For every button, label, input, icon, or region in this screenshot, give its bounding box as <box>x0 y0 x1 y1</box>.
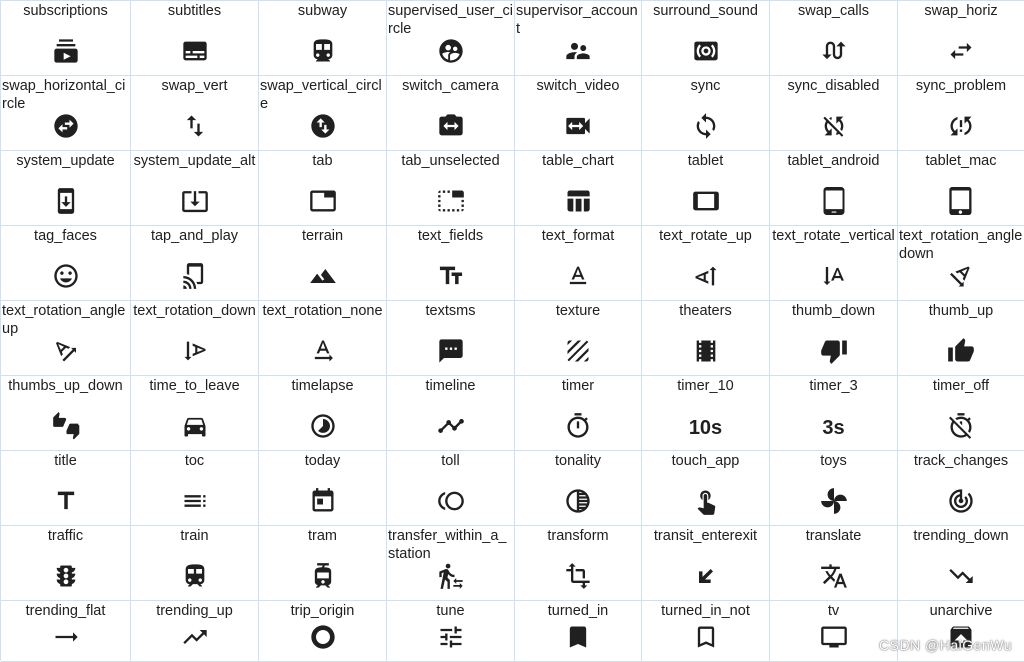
icon-cell-trip-origin[interactable] <box>259 601 387 662</box>
icon-label: trending_flat <box>1 601 130 620</box>
transfer-within-a-station-icon <box>437 562 465 590</box>
icon-cell-switch-camera[interactable] <box>387 76 515 151</box>
icon-cell-time-to-leave[interactable] <box>131 376 259 451</box>
thumb-down-icon <box>820 337 848 365</box>
icon-cell-table-chart[interactable] <box>515 151 642 226</box>
icon-cell-tag-faces[interactable] <box>1 226 131 301</box>
icon-cell-traffic[interactable] <box>1 526 131 601</box>
timer-off-icon <box>947 412 975 440</box>
icon-cell-timer-3[interactable] <box>770 376 898 451</box>
swap-horizontal-circle-icon <box>52 112 80 140</box>
track-changes-icon <box>947 487 975 515</box>
icon-label: supervisor_account <box>515 1 641 38</box>
icon-cell-transfer-within-a-station[interactable] <box>387 526 515 601</box>
icon-cell-tap-and-play[interactable] <box>131 226 259 301</box>
tab-icon <box>309 187 337 215</box>
theaters-icon <box>692 337 720 365</box>
icon-label: tune <box>387 601 514 620</box>
icon-cell-text-rotation-angledown[interactable] <box>898 226 1024 301</box>
tablet-android-icon <box>820 187 848 215</box>
icon-label: surround_sound <box>642 1 769 20</box>
icon-cell-transit-enterexit[interactable] <box>642 526 770 601</box>
turned-in-not-icon <box>692 623 720 651</box>
switch-camera-icon <box>437 112 465 140</box>
icon-label: tablet_mac <box>898 151 1024 170</box>
icon-cell-title[interactable] <box>1 451 131 526</box>
swap-horiz-icon <box>947 37 975 65</box>
text-rotation-angledown-icon <box>947 262 975 290</box>
icon-label: turned_in <box>515 601 641 620</box>
icon-label: switch_camera <box>387 76 514 95</box>
icon-cell-today[interactable] <box>259 451 387 526</box>
transform-icon <box>564 562 592 590</box>
icon-label: track_changes <box>898 451 1024 470</box>
icon-label: terrain <box>259 226 386 245</box>
subscriptions-icon <box>52 37 80 65</box>
text-rotate-vertical-icon <box>820 262 848 290</box>
icon-label: tram <box>259 526 386 545</box>
icon-cell-textsms[interactable] <box>387 301 515 376</box>
icon-label: touch_app <box>642 451 769 470</box>
train-icon <box>181 562 209 590</box>
icon-label: timer_10 <box>642 376 769 395</box>
icon-cell-sync[interactable] <box>642 76 770 151</box>
icon-label: text_format <box>515 226 641 245</box>
icon-cell-theaters[interactable] <box>642 301 770 376</box>
icon-cell-text-fields[interactable] <box>387 226 515 301</box>
icon-cell-trending-up[interactable] <box>131 601 259 662</box>
icon-label: timelapse <box>259 376 386 395</box>
turned-in-icon <box>564 623 592 651</box>
icon-cell-tonality[interactable] <box>515 451 642 526</box>
icon-cell-track-changes[interactable] <box>898 451 1024 526</box>
transit-enterexit-icon <box>692 562 720 590</box>
icon-label: subway <box>259 1 386 20</box>
tonality-icon <box>564 487 592 515</box>
icon-label: tap_and_play <box>131 226 258 245</box>
icon-label: translate <box>770 526 897 545</box>
icon-label: toll <box>387 451 514 470</box>
icon-label: time_to_leave <box>131 376 258 395</box>
icon-label: traffic <box>1 526 130 545</box>
icon-cell-swap-horizontal-circle[interactable] <box>1 76 131 151</box>
trip-origin-icon <box>309 623 337 651</box>
icon-cell-tram[interactable] <box>259 526 387 601</box>
icon-cell-toll[interactable] <box>387 451 515 526</box>
text-rotation-down-icon <box>181 337 209 365</box>
icon-cell-touch-app[interactable] <box>642 451 770 526</box>
icon-label: sync_disabled <box>770 76 897 95</box>
toys-icon <box>820 487 848 515</box>
icon-cell-sync-problem[interactable] <box>898 76 1024 151</box>
icon-label: tab <box>259 151 386 170</box>
trending-down-icon <box>947 562 975 590</box>
tab-unselected-icon <box>437 187 465 215</box>
icon-cell-text-format[interactable] <box>515 226 642 301</box>
icon-label: timer_off <box>898 376 1024 395</box>
icon-label: train <box>131 526 258 545</box>
text-fields-icon <box>437 262 465 290</box>
icon-label: swap_horizontal_circle <box>1 76 130 113</box>
icon-label: today <box>259 451 386 470</box>
toc-icon <box>181 487 209 515</box>
icon-label: sync <box>642 76 769 95</box>
icon-label: subtitles <box>131 1 258 20</box>
icon-cell-thumbs-up-down[interactable] <box>1 376 131 451</box>
icon-cell-timer-off[interactable] <box>898 376 1024 451</box>
tap-and-play-icon <box>181 262 209 290</box>
icon-cell-switch-video[interactable] <box>515 76 642 151</box>
icon-label: swap_calls <box>770 1 897 20</box>
icon-label: timer <box>515 376 641 395</box>
icon-label: transit_enterexit <box>642 526 769 545</box>
icon-cell-tablet-mac[interactable] <box>898 151 1024 226</box>
supervisor-account-icon <box>564 37 592 65</box>
tune-icon <box>437 623 465 651</box>
icon-label: text_rotation_angleup <box>1 301 130 338</box>
icon-cell-trending-flat[interactable] <box>1 601 131 662</box>
icon-cell-thumb-down[interactable] <box>770 301 898 376</box>
swap-vertical-circle-icon <box>309 112 337 140</box>
icon-label: title <box>1 451 130 470</box>
timer-10-icon: 10s <box>689 417 722 440</box>
text-format-icon <box>564 262 592 290</box>
icon-cell-timelapse[interactable] <box>259 376 387 451</box>
icon-label: swap_vert <box>131 76 258 95</box>
surround-sound-icon <box>692 37 720 65</box>
system-update-alt-icon <box>181 187 209 215</box>
icon-cell-turned-in-not[interactable] <box>642 601 770 662</box>
icon-cell-trending-down[interactable] <box>898 526 1024 601</box>
icon-label: trip_origin <box>259 601 386 620</box>
icon-label: textsms <box>387 301 514 320</box>
icon-label: tonality <box>515 451 641 470</box>
translate-icon <box>820 562 848 590</box>
tv-icon <box>820 623 848 651</box>
text-rotation-none-icon <box>309 337 337 365</box>
tram-icon <box>309 562 337 590</box>
icon-label: swap_horiz <box>898 1 1024 20</box>
icon-label: unarchive <box>898 601 1024 620</box>
icon-label: timeline <box>387 376 514 395</box>
title-icon <box>52 487 80 515</box>
icon-cell-subway[interactable] <box>259 1 387 76</box>
sync-icon <box>692 112 720 140</box>
sync-disabled-icon <box>820 112 848 140</box>
icon-cell-translate[interactable] <box>770 526 898 601</box>
icon-label: trending_down <box>898 526 1024 545</box>
icon-cell-timer[interactable] <box>515 376 642 451</box>
icon-label: table_chart <box>515 151 641 170</box>
watermark: CSDN @HaiGenWu <box>879 637 1012 653</box>
icon-cell-swap-vert[interactable] <box>131 76 259 151</box>
icon-label: thumb_up <box>898 301 1024 320</box>
icon-cell-text-rotation-down[interactable] <box>131 301 259 376</box>
icon-cell-timeline[interactable] <box>387 376 515 451</box>
icon-cell-system-update[interactable] <box>1 151 131 226</box>
subway-icon <box>309 37 337 65</box>
icon-label: thumb_down <box>770 301 897 320</box>
icon-cell-texture[interactable] <box>515 301 642 376</box>
swap-vert-icon <box>181 112 209 140</box>
icon-label: text_rotate_up <box>642 226 769 245</box>
timelapse-icon <box>309 412 337 440</box>
icon-cell-text-rotation-angleup[interactable] <box>1 301 131 376</box>
table-chart-icon <box>564 187 592 215</box>
icon-cell-text-rotation-none[interactable] <box>259 301 387 376</box>
icon-label: text_rotation_none <box>259 301 386 320</box>
icon-cell-swap-calls[interactable] <box>770 1 898 76</box>
thumb-up-icon <box>947 337 975 365</box>
icon-label: tablet_android <box>770 151 897 170</box>
icon-cell-turned-in[interactable] <box>515 601 642 662</box>
supervised-user-circle-icon <box>437 37 465 65</box>
trending-flat-icon <box>52 623 80 651</box>
timer-icon <box>564 412 592 440</box>
icon-label: sync_problem <box>898 76 1024 95</box>
icon-cell-tablet[interactable] <box>642 151 770 226</box>
icon-cell-tablet-android[interactable] <box>770 151 898 226</box>
icon-cell-toys[interactable] <box>770 451 898 526</box>
thumbs-up-down-icon <box>52 412 80 440</box>
icon-cell-terrain[interactable] <box>259 226 387 301</box>
icon-label: timer_3 <box>770 376 897 395</box>
switch-video-icon <box>564 112 592 140</box>
timeline-icon <box>437 412 465 440</box>
icon-cell-subscriptions[interactable] <box>1 1 131 76</box>
swap-calls-icon <box>820 37 848 65</box>
icon-label: theaters <box>642 301 769 320</box>
icon-cell-transform[interactable] <box>515 526 642 601</box>
icon-label: tv <box>770 601 897 620</box>
time-to-leave-icon <box>181 412 209 440</box>
icon-cell-sync-disabled[interactable] <box>770 76 898 151</box>
icon-cell-supervisor-account[interactable] <box>515 1 642 76</box>
icon-cell-thumb-up[interactable] <box>898 301 1024 376</box>
subtitles-icon <box>181 37 209 65</box>
tablet-icon <box>692 187 720 215</box>
touch-app-icon <box>692 487 720 515</box>
icon-cell-timer-10[interactable] <box>642 376 770 451</box>
textsms-icon <box>437 337 465 365</box>
icon-cell-surround-sound[interactable] <box>642 1 770 76</box>
icon-cell-supervised-user-circle[interactable] <box>387 1 515 76</box>
icon-label: subscriptions <box>1 1 130 20</box>
icon-cell-text-rotate-up[interactable] <box>642 226 770 301</box>
icon-label: tablet <box>642 151 769 170</box>
icon-cell-toc[interactable] <box>131 451 259 526</box>
icon-label: system_update_alt <box>131 151 258 170</box>
icon-cell-subtitles[interactable] <box>131 1 259 76</box>
icon-label: text_rotation_down <box>131 301 258 320</box>
trending-up-icon <box>181 623 209 651</box>
today-icon <box>309 487 337 515</box>
icon-label: swap_vertical_circle <box>259 76 386 113</box>
text-rotate-up-icon <box>692 262 720 290</box>
icon-label: text_fields <box>387 226 514 245</box>
system-update-icon <box>52 187 80 215</box>
icon-cell-system-update-alt[interactable] <box>131 151 259 226</box>
icon-label: text_rotate_vertical <box>770 226 897 245</box>
toll-icon <box>437 487 465 515</box>
icon-cell-tab-unselected[interactable] <box>387 151 515 226</box>
icon-cell-swap-horiz[interactable] <box>898 1 1024 76</box>
icon-cell-swap-vertical-circle[interactable] <box>259 76 387 151</box>
icon-label: switch_video <box>515 76 641 95</box>
icon-label: trending_up <box>131 601 258 620</box>
texture-icon <box>564 337 592 365</box>
icon-cell-tune[interactable] <box>387 601 515 662</box>
icon-label: transfer_within_a_station <box>387 526 514 563</box>
traffic-icon <box>52 562 80 590</box>
icon-label: tag_faces <box>1 226 130 245</box>
terrain-icon <box>309 262 337 290</box>
icon-label: supervised_user_circle <box>387 1 514 38</box>
icon-label: thumbs_up_down <box>1 376 130 395</box>
tablet-mac-icon <box>947 187 975 215</box>
timer-3-icon: 3s <box>822 417 844 440</box>
icon-label: system_update <box>1 151 130 170</box>
icon-label: texture <box>515 301 641 320</box>
icon-label: toys <box>770 451 897 470</box>
icon-cell-train[interactable] <box>131 526 259 601</box>
tag-faces-icon <box>52 262 80 290</box>
icon-label: tab_unselected <box>387 151 514 170</box>
icon-cell-text-rotate-vertical[interactable] <box>770 226 898 301</box>
sync-problem-icon <box>947 112 975 140</box>
icon-label: toc <box>131 451 258 470</box>
text-rotation-angleup-icon <box>52 337 80 365</box>
icon-label: turned_in_not <box>642 601 769 620</box>
icon-label: transform <box>515 526 641 545</box>
icon-label: text_rotation_angledown <box>898 226 1024 263</box>
icon-cell-tab[interactable] <box>259 151 387 226</box>
